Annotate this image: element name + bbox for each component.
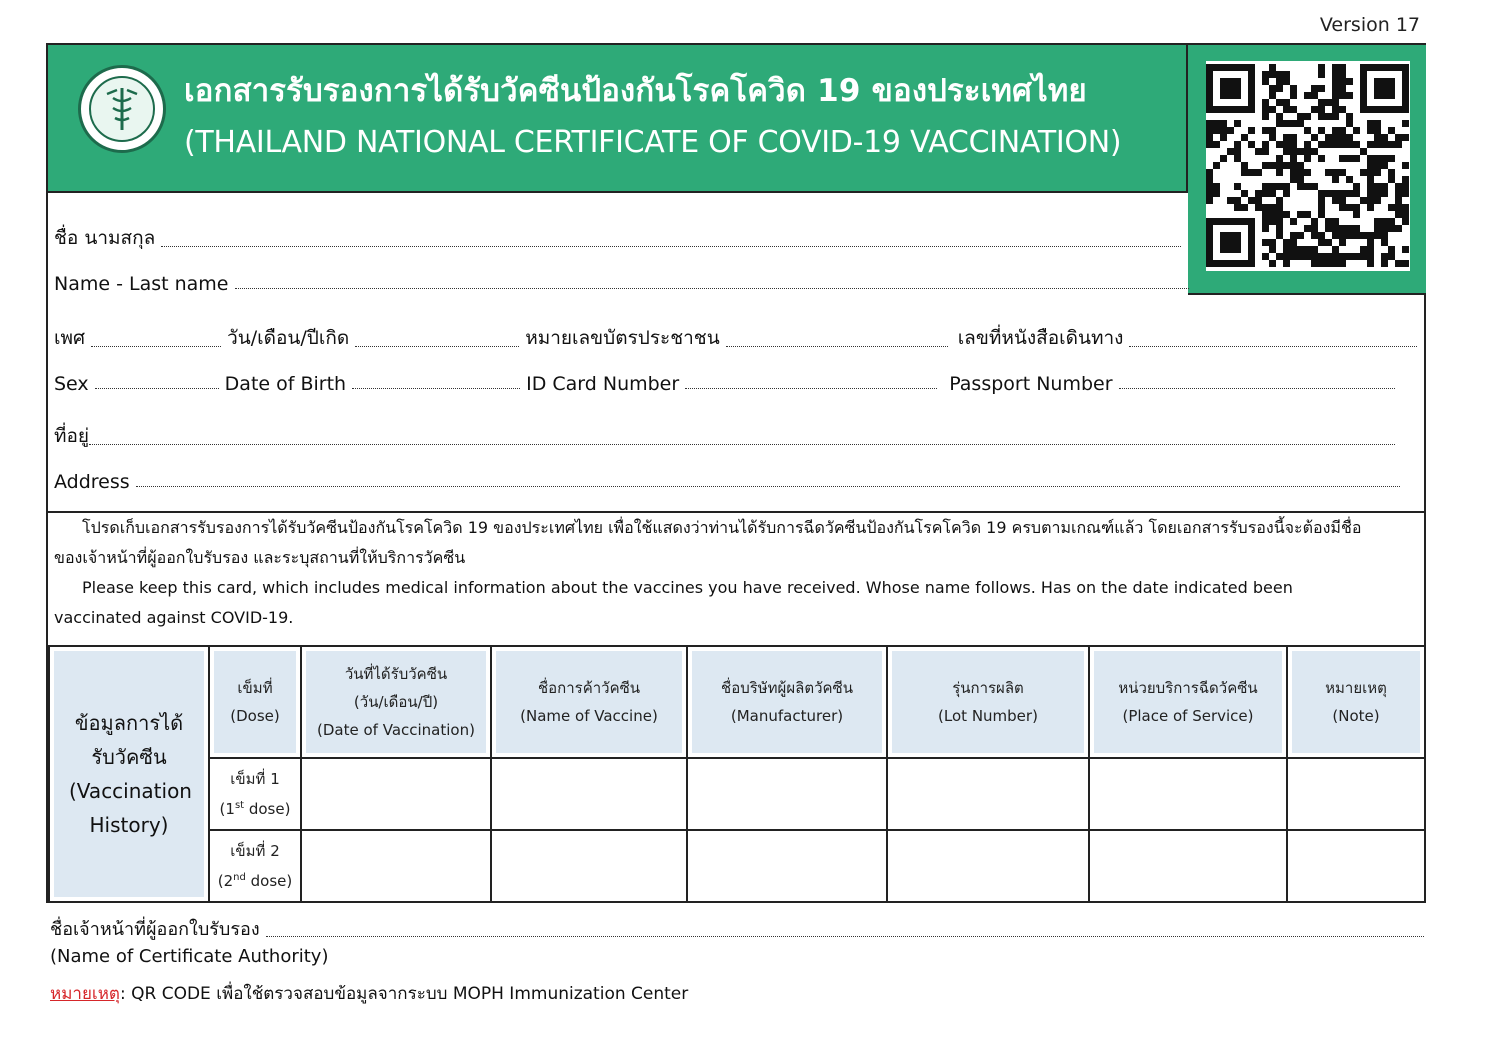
name-english-label: Name - Last name (54, 273, 229, 295)
col-manufacturer-english: (Manufacturer) (730, 707, 844, 725)
address-thai-row (54, 421, 1395, 451)
notice-english-line-1: Please keep this card, which includes medical information about the vaccines you have received. Whose name follows. Has on the date indicated been (82, 578, 1293, 597)
dose-2-vaccine-cell[interactable] (491, 830, 687, 902)
dob-english-line[interactable] (352, 387, 520, 389)
dob-thai-label: วัน/เดือน/ปีเกิด (227, 327, 350, 349)
table-header-row (49, 646, 1425, 758)
id-thai-line[interactable] (726, 345, 948, 347)
personal-info-thai-row (54, 323, 1417, 353)
qr-panel (1188, 45, 1426, 295)
name-thai-label: ชื่อ นามสกุล (54, 227, 156, 249)
dose-2-english: (2nd dose) (217, 872, 293, 890)
name-english-row (54, 273, 1189, 295)
notice-thai-line-2: ของเจ้าหน้าที่ผู้ออกใบรับรอง และระบุสถานที่ให้บริการวัคซีน (54, 548, 466, 567)
address-thai-label: ที่อยู่ (54, 425, 90, 447)
passport-english-line[interactable] (1119, 387, 1395, 389)
notice-english-line-2: vaccinated against COVID-19. (54, 608, 294, 627)
dose-2-lot-cell[interactable] (887, 830, 1089, 902)
dose-1-vaccine-cell[interactable] (491, 758, 687, 830)
sex-english-line[interactable] (95, 387, 219, 389)
col-vaccine-name (491, 646, 687, 758)
name-thai-line[interactable] (161, 245, 1181, 247)
col-dose-thai: เข็มที่ (237, 679, 273, 697)
notice-thai-line-1: โปรดเก็บเอกสารรับรองการได้รับวัคซีนป้องกันโรคโควิด 19 ของประเทศไทย เพื่อใช้แสดงว่าท่านได้รับการฉีดวัคซีนป้องกันโรคโควิด 19 ครบตามเกณฑ์แล้ว โดยเอกสารรับรองนี้จะต้องมีชื่อ (82, 518, 1362, 537)
col-note-english: (Note) (1332, 707, 1380, 725)
dose-2-place-cell[interactable] (1089, 830, 1287, 902)
note-text: : QR CODE เพื่อใช้ตรวจสอบข้อมูลจากระบบ MOPH Immunization Center (119, 984, 689, 1004)
dose-2-thai: เข็มที่ 2 (230, 842, 280, 860)
col-date-thai-format: (วัน/เดือน/ปี) (353, 693, 439, 711)
authority-row (50, 914, 1424, 943)
ministry-seal-icon (78, 65, 166, 153)
col-date-thai: วันที่ได้รับวัคซีน (344, 665, 448, 683)
name-english-line[interactable] (235, 287, 1189, 289)
col-place-english: (Place of Service) (1122, 707, 1254, 725)
passport-thai-line[interactable] (1129, 345, 1417, 347)
col-vaccine-name-thai: ชื่อการค้าวัคซีน (537, 679, 641, 697)
passport-english-label: Passport Number (949, 373, 1113, 395)
id-english-label: ID Card Number (526, 373, 680, 395)
dose-1-lot-cell[interactable] (887, 758, 1089, 830)
vaccination-history-table (48, 645, 1426, 903)
dose-1-english: (1st dose) (219, 800, 291, 818)
dose-1-manufacturer-cell[interactable] (687, 758, 887, 830)
personal-info-english-row (54, 373, 1395, 395)
title-english: (THAILAND NATIONAL CERTIFICATE OF COVID-19 VACCINATION) (184, 125, 1122, 160)
sex-thai-line[interactable] (91, 345, 221, 347)
address-english-row (54, 471, 1400, 493)
sex-english-label: Sex (54, 373, 89, 395)
col-place-thai: หน่วยบริการฉีดวัคซีน (1118, 679, 1258, 697)
col-lot-thai: รุ่นการผลิต (952, 679, 1024, 697)
col-lot-number (887, 646, 1089, 758)
col-note-thai: หมายเหตุ (1325, 679, 1387, 697)
notice-text (54, 513, 1414, 633)
id-thai-label: หมายเลขบัตรประชาชน (525, 327, 720, 349)
vaccination-history-label-cell (49, 646, 209, 902)
dob-english-label: Date of Birth (224, 373, 347, 395)
side-label-english: (Vaccination History) (69, 779, 192, 837)
dose-2-note-cell[interactable] (1287, 830, 1425, 902)
table-row (49, 758, 1425, 830)
col-dose (209, 646, 301, 758)
passport-thai-label: เลขที่หนังสือเดินทาง (957, 327, 1124, 349)
col-date-english: (Date of Vaccination) (317, 721, 475, 739)
side-label-thai: ข้อมูลการได้รับวัคซีน (74, 711, 184, 769)
dose-1-label-cell (209, 758, 301, 830)
col-manufacturer (687, 646, 887, 758)
version-label: Version 17 (1319, 14, 1420, 36)
address-english-line[interactable] (136, 485, 1400, 487)
table-row (49, 830, 1425, 902)
dose-2-date-cell[interactable] (301, 830, 491, 902)
qr-code-icon (1206, 61, 1410, 271)
dob-thai-line[interactable] (355, 345, 519, 347)
sex-thai-label: เพศ (54, 327, 86, 349)
authority-line[interactable] (266, 935, 1424, 937)
col-dose-english: (Dose) (230, 707, 280, 725)
authority-english-label: (Name of Certificate Authority) (50, 946, 329, 967)
address-english-label: Address (54, 471, 130, 493)
name-thai-row (54, 223, 1181, 253)
col-vaccine-name-english: (Name of Vaccine) (520, 707, 658, 725)
note-label: หมายเหตุ (50, 984, 120, 1004)
dose-2-label-cell (209, 830, 301, 902)
qr-note (50, 980, 688, 1007)
id-english-line[interactable] (685, 387, 937, 389)
authority-thai-label: ชื่อเจ้าหน้าที่ผู้ออกใบรับรอง (50, 919, 260, 940)
dose-1-date-cell[interactable] (301, 758, 491, 830)
col-lot-english: (Lot Number) (938, 707, 1038, 725)
col-place-of-service (1089, 646, 1287, 758)
certificate-card (46, 43, 1426, 903)
dose-1-note-cell[interactable] (1287, 758, 1425, 830)
dose-2-manufacturer-cell[interactable] (687, 830, 887, 902)
dose-1-thai: เข็มที่ 1 (230, 770, 280, 788)
col-date (301, 646, 491, 758)
address-thai-line[interactable] (89, 443, 1395, 445)
certificate-header (48, 45, 1188, 193)
col-manufacturer-thai: ชื่อบริษัทผู้ผลิตวัคซีน (721, 679, 853, 697)
dose-1-place-cell[interactable] (1089, 758, 1287, 830)
col-note (1287, 646, 1425, 758)
title-thai: เอกสารรับรองการได้รับวัคซีนป้องกันโรคโควิด 19 ของประเทศไทย (184, 73, 1087, 109)
